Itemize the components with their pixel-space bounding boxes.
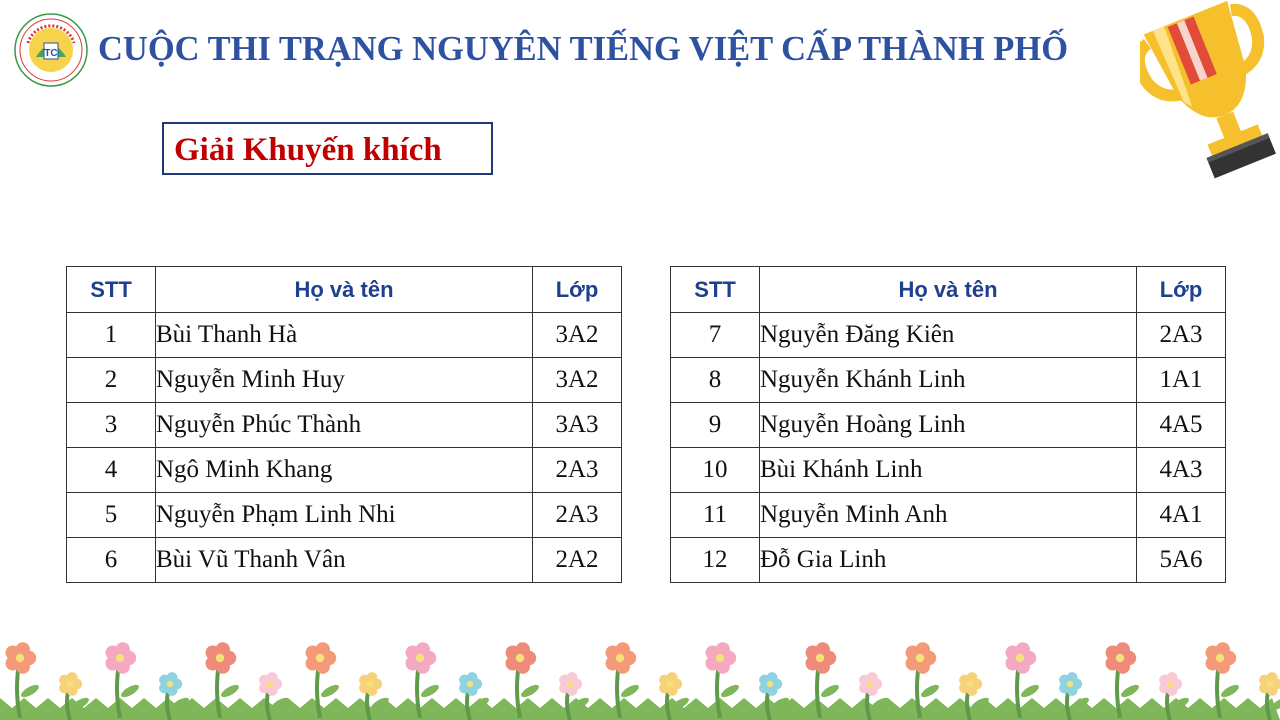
cell-name: Nguyễn Minh Anh (760, 493, 1137, 538)
cell-class: 1A1 (1137, 358, 1226, 403)
cell-stt: 12 (671, 538, 760, 583)
results-table-left (66, 266, 622, 583)
cell-class: 2A2 (533, 538, 622, 583)
table-row (67, 448, 622, 493)
table-row (671, 313, 1226, 358)
header-stt: STT (671, 267, 760, 313)
cell-stt: 6 (67, 538, 156, 583)
table-row (671, 538, 1226, 583)
cell-name: Nguyễn Hoàng Linh (760, 403, 1137, 448)
header-stt: STT (67, 267, 156, 313)
header-name: Họ và tên (760, 267, 1137, 313)
cell-class: 2A3 (533, 448, 622, 493)
cell-stt: 10 (671, 448, 760, 493)
cell-name: Nguyễn Khánh Linh (760, 358, 1137, 403)
table-row (671, 448, 1226, 493)
cell-class: 5A6 (1137, 538, 1226, 583)
cell-stt: 1 (67, 313, 156, 358)
cell-stt: 11 (671, 493, 760, 538)
flower-border-decoration (0, 632, 1280, 720)
cell-name: Nguyễn Phúc Thành (156, 403, 533, 448)
cell-name: Nguyễn Đăng Kiên (760, 313, 1137, 358)
cell-stt: 9 (671, 403, 760, 448)
cell-name: Nguyễn Minh Huy (156, 358, 533, 403)
table-row (67, 313, 622, 358)
page-title: CUỘC THI TRẠNG NGUYÊN TIẾNG VIỆT CẤP THÀNH PHỐ (98, 30, 1069, 68)
table-row (671, 403, 1226, 448)
table-row (67, 403, 622, 448)
cell-class: 2A3 (533, 493, 622, 538)
table-header-row (67, 267, 622, 313)
cell-name: Bùi Vũ Thanh Vân (156, 538, 533, 583)
cell-name: Ngô Minh Khang (156, 448, 533, 493)
cell-stt: 7 (671, 313, 760, 358)
cell-stt: 2 (67, 358, 156, 403)
cell-class: 2A3 (1137, 313, 1226, 358)
trophy-icon (1140, 0, 1280, 190)
cell-name: Nguyễn Phạm Linh Nhi (156, 493, 533, 538)
table-header-row (671, 267, 1226, 313)
svg-text:TC: TC (44, 48, 58, 59)
cell-class: 4A5 (1137, 403, 1226, 448)
cell-class: 3A3 (533, 403, 622, 448)
cell-stt: 5 (67, 493, 156, 538)
cell-stt: 8 (671, 358, 760, 403)
table-row (67, 538, 622, 583)
award-title: Giải Khuyến khích (174, 132, 442, 168)
cell-class: 3A2 (533, 358, 622, 403)
cell-stt: 4 (67, 448, 156, 493)
header-class: Lớp (1137, 267, 1226, 313)
table-row (67, 358, 622, 403)
table-row (671, 493, 1226, 538)
header-name: Họ và tên (156, 267, 533, 313)
table-row (671, 358, 1226, 403)
award-label-box (162, 122, 493, 175)
cell-class: 4A1 (1137, 493, 1226, 538)
results-table-right (670, 266, 1226, 583)
school-logo-icon (14, 13, 88, 87)
cell-stt: 3 (67, 403, 156, 448)
table-row (67, 493, 622, 538)
header-class: Lớp (533, 267, 622, 313)
cell-class: 3A2 (533, 313, 622, 358)
cell-name: Bùi Khánh Linh (760, 448, 1137, 493)
cell-class: 4A3 (1137, 448, 1226, 493)
cell-name: Bùi Thanh Hà (156, 313, 533, 358)
cell-name: Đỗ Gia Linh (760, 538, 1137, 583)
